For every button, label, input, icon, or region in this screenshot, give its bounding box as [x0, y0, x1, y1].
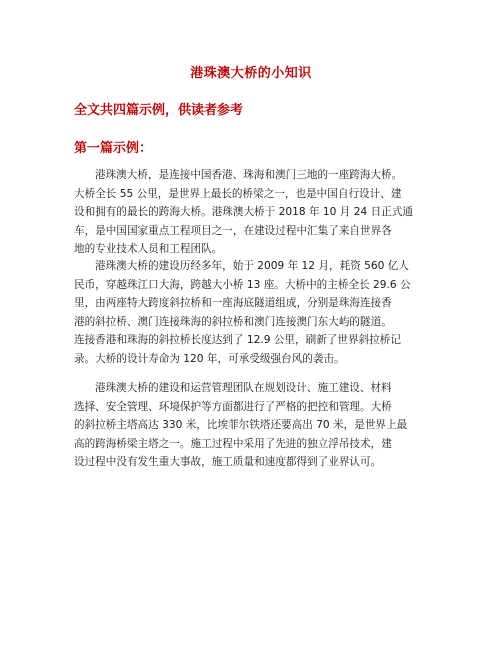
document-subtitle: 全文共四篇示例，供读者参考	[74, 103, 244, 118]
paragraph-line: 设过程中没有发生重大事故，施工质量和速度都得到了业界认可。	[74, 456, 382, 469]
paragraph-line: 民币，穿越珠江口大海，跨越大小桥 13 座。大桥中的主桥全长 29.6 公	[74, 278, 411, 291]
paragraph-2	[74, 257, 434, 369]
paragraph-1	[74, 166, 434, 259]
paragraph-line: 设和拥有的最长的跨海大桥。港珠澳大桥于 2018 年 10 月 24 日正式通	[74, 206, 413, 219]
paragraph-line: 里，由两座特大跨度斜拉桥和一座海底隧道组成，分别是珠海连接香	[74, 297, 392, 310]
section-heading: 第一篇示例：	[74, 141, 153, 156]
paragraph-line: 的斜拉桥主塔高达 330 米，比埃菲尔铁塔还要高出 70 米，是世界上最	[74, 419, 408, 432]
paragraph-line: 连接香港和珠海的斜拉桥长度达到了 12.9 公里，刷新了世界斜拉桥记	[74, 334, 401, 347]
paragraph-line: 地的专业技术人员和工程团队。	[74, 243, 223, 256]
paragraph-line: 港珠澳大桥的建设和运营管理团队在规划设计、施工建设、材料	[95, 382, 392, 394]
paragraph-line: 港珠澳大桥，是连接中国香港、珠海和澳门三地的一座跨海大桥。	[95, 169, 403, 181]
paragraph-line: 高的跨海桥梁主塔之一。施工过程中采用了先进的独立浮吊技术，建	[74, 437, 392, 450]
paragraph-line: 录。大桥的设计寿命为 120 年，可承受级强台风的袭击。	[74, 352, 345, 365]
paragraph-line: 港珠澳大桥的建设历经多年，始于 2009 年 12 月，耗资 560 亿人	[95, 260, 409, 272]
paragraph-3	[74, 379, 434, 472]
paragraph-line: 大桥全长 55 公里，是世界上最长的桥梁之一，也是中国自行设计、建	[74, 187, 402, 200]
paragraph-line: 港的斜拉桥、澳门连接珠海的斜拉桥和澳门连接澳门东大屿的隧道。	[74, 315, 392, 328]
paragraph-line: 车，是中国国家重点工程项目之一，在建设过程中汇集了来自世界各	[74, 224, 392, 237]
document-title: 港珠澳大桥的小知识	[190, 66, 312, 81]
paragraph-line: 选择、安全管理、环境保护等方面都进行了严格的把控和管理。大桥	[74, 400, 392, 413]
